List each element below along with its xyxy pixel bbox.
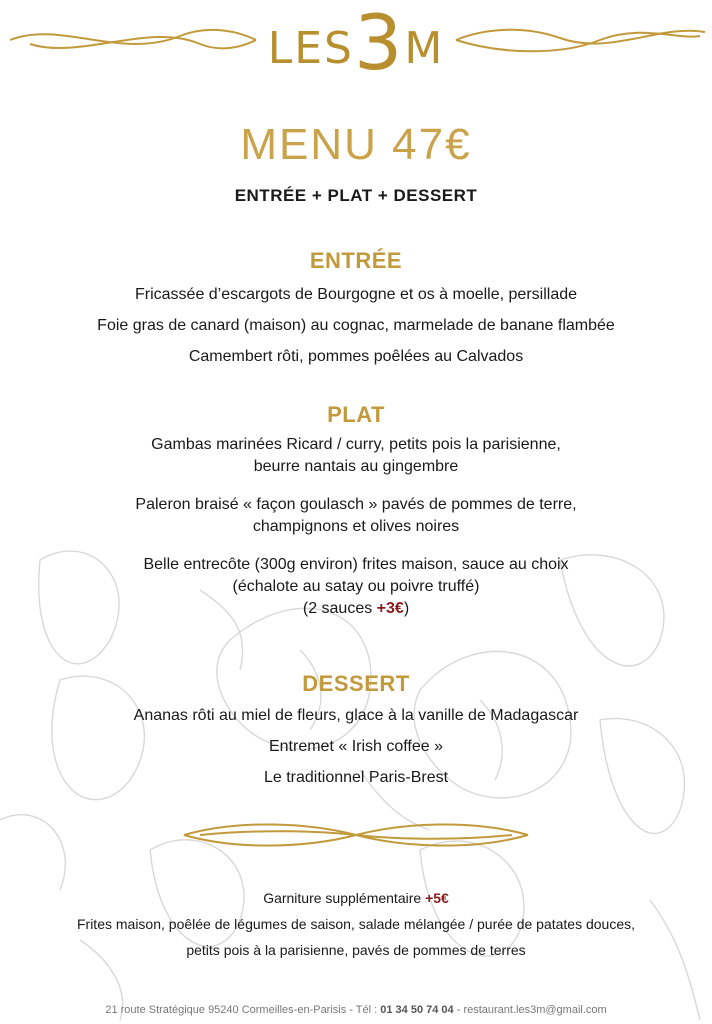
section-title-plat: PLAT [327,402,385,427]
garniture-line: Frites maison, poêlée de légumes de saison, salade mélangée / purée de patates douces, [76,916,636,932]
plat-item-line: beurre nantais au gingembre [253,458,459,475]
menu-title: MENU 47€ [240,120,472,169]
section-title-dessert: DESSERT [302,671,410,696]
footer-address: 21 route Stratégique 95240 Cormeilles-en-Parisis - Tél : [105,1004,381,1016]
sauces-supplement [0,598,712,619]
plat-item-line: Paleron braisé « façon goulasch » pavés de pommes de terre, [135,496,577,513]
logo-suffix: M [404,23,445,74]
garniture-line: petits pois à la parisienne, pavés de pommes de terres [186,942,526,958]
restaurant-logo [0,0,712,87]
entree-item: Fricassée d’escargots de Bourgogne et os à moelle, persillade [134,286,578,303]
garniture-price: +5€ [425,890,449,906]
plat-item-line: champignons et olives noires [252,518,460,535]
entree-item: Camembert rôti, pommes poêlées au Calvados [188,348,524,365]
logo-number: 3 [353,0,405,87]
divider-ornament [180,815,532,855]
footer-contact [0,1004,712,1016]
section-title-entree: ENTRÉE [309,248,403,273]
dessert-item: Ananas rôti au miel de fleurs, glace à la vanille de Madagascar [133,707,579,724]
garniture-heading [0,885,712,911]
menu-subtitle: ENTRÉE + PLAT + DESSERT [234,186,478,205]
sauces-prefix: (2 sauces [302,600,377,617]
footer-phone[interactable]: 01 34 50 74 04 [380,1004,454,1016]
dessert-item: Le traditionnel Paris-Brest [263,769,449,786]
plat-item-line: Belle entrecôte (300g environ) frites maison, sauce au choix [143,556,569,573]
logo-prefix: LES [267,23,354,74]
plat-item-line: Gambas marinées Ricard / curry, petits pois la parisienne, [151,436,561,453]
sauces-price: +3€ [376,600,404,617]
dessert-item: Entremet « Irish coffee » [268,738,443,755]
footer-email[interactable]: - restaurant.les3m@gmail.com [453,1004,607,1016]
garniture-label: Garniture supplémentaire [263,890,426,906]
plat-item-line: (échalote au satay ou poivre truffé) [232,578,480,595]
sauces-suffix: ) [403,600,410,617]
entree-item: Foie gras de canard (maison) au cognac, marmelade de banane flambée [97,317,615,334]
